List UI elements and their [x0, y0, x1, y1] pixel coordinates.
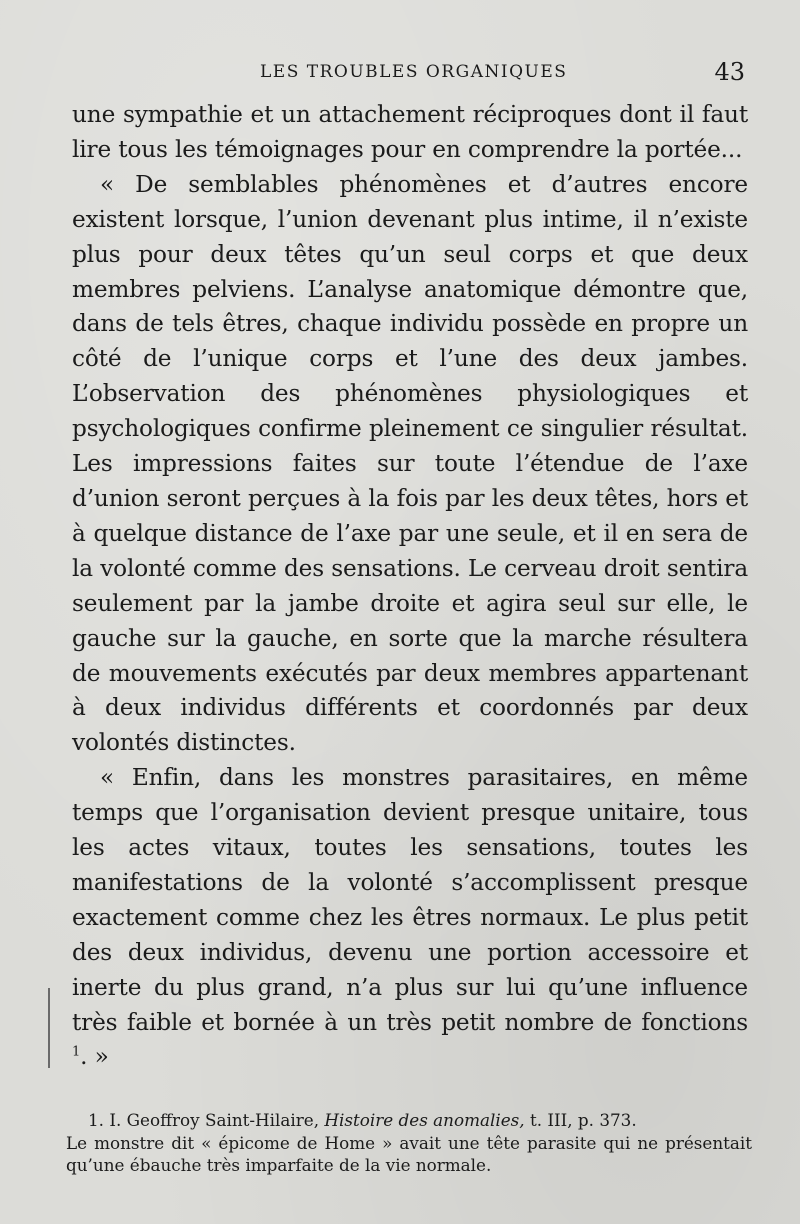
page-header — [70, 60, 760, 90]
footnote-citation — [66, 1109, 752, 1132]
paragraph-3 — [72, 761, 748, 1075]
footnote — [66, 1109, 752, 1177]
paragraph-3-closing: . » — [80, 1043, 109, 1071]
page-number: 43 — [714, 58, 745, 86]
footnote-title: Histoire des anomalies, — [324, 1110, 525, 1130]
footnote-marker[interactable]: 1 — [72, 1044, 81, 1060]
body-text — [72, 98, 748, 1075]
paragraph-3-text: « Enfin, dans les monstres parasitaires, en même temps que l’organisation devient presque unitaire, tous les actes vitaux, toutes les sensations, toutes les manifestations de la volonté s’accomplissent presque exactement comme chez les êtres normaux. Le plus petit des deux individus, devenu une portion accessoire et inerte du plus grand, n’a plus sur lui qu’une influence très faible et bornée à un très petit nombre de fonctions — [72, 764, 748, 1036]
footnote-text: Le monstre dit « épicome de Home » avait une tête parasite qui ne présentait qu’une ébauche très imparfaite de la vie normale. — [66, 1132, 752, 1175]
footnote-number: 1. — [88, 1110, 105, 1130]
footnote-reference: t. III, p. 373. — [529, 1110, 637, 1130]
margin-mark — [48, 988, 50, 1068]
running-head: LES TROUBLES ORGANIQUES — [260, 62, 568, 82]
footnote-author: I. Geoffroy Saint-Hilaire, — [109, 1110, 320, 1130]
paragraph-2: « De semblables phénomènes et d’autres encore existent lorsque, l’union devenant plus intime, il n’existe plus pour deux têtes qu’un seul corps et que deux membres pelviens. L’analyse anatomique démontre que, dans de tels êtres, chaque individu possède en propre un côté de l’unique corps et l’une des deux jambes. L’observation des phénomènes physiologiques et psychologiques confirme pleinement ce singulier résultat. Les impressions faites sur toute l’étendue de l’axe d’union seront perçues à la fois par les deux têtes, hors et à quelque distance de l’axe par une seule, et il en sera de la volonté comme des sensations. Le cerveau droit sentira seulement par la jambe droite et agira seul sur elle, le gauche sur la gauche, en sorte que la marche résultera de mouvements exécutés par deux membres appartenant à deux individus différents et coordonnés par deux volontés distinctes. — [72, 170, 748, 757]
paragraph-1: une sympathie et un attachement réciproques dont il faut lire tous les témoignages pour en comprendre la portée... — [72, 101, 748, 163]
